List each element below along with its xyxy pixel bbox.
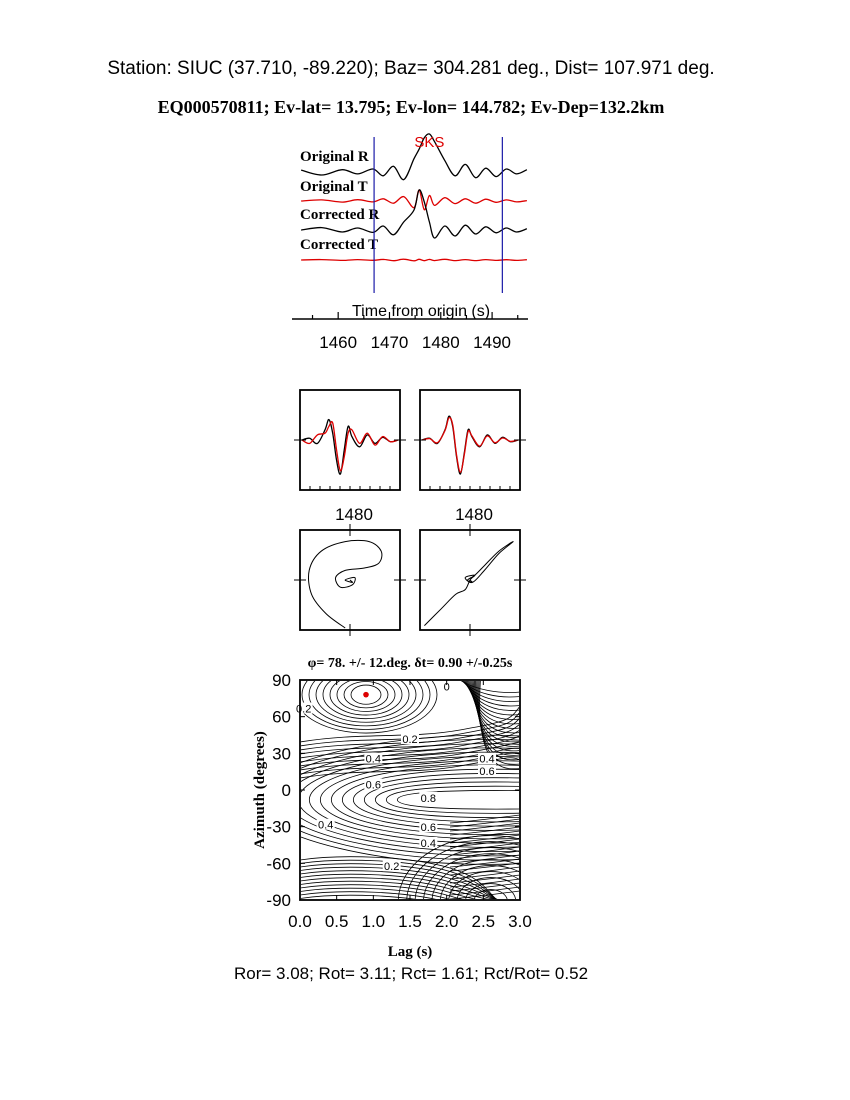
- time-tick-label: 1480: [421, 333, 460, 352]
- contour-lines: [254, 656, 583, 910]
- contour-label: 0.6: [365, 779, 381, 792]
- phase-label: SKS: [414, 134, 445, 151]
- y-tick-label: 30: [272, 744, 291, 764]
- contour-line: [364, 778, 520, 822]
- grid-search-panel: [252, 656, 583, 960]
- contour-label: 0.6: [479, 765, 495, 778]
- x-tick-label: 2.0: [434, 912, 459, 931]
- x-tick-label: 3.0: [508, 912, 532, 931]
- x-tick-label: 2.5: [471, 912, 496, 931]
- contour-label: 0: [443, 681, 450, 694]
- energy-ratio-summary: Ror= 3.08; Rot= 3.11; Rct= 1.61; Rct/Rot= 0.52: [233, 964, 589, 983]
- contour-label: 0.2: [402, 734, 418, 747]
- y-tick-label: -30: [266, 817, 291, 837]
- particle-motion-corrected-panel: [414, 524, 526, 636]
- grid-title: φ= 78. +/- 12.deg. δt= 0.90 +/-0.25s: [307, 656, 513, 671]
- grid-x-label: Lag (s): [387, 944, 433, 960]
- contour-label: 0.2: [384, 861, 400, 874]
- x-tick-label: 1.5: [398, 912, 422, 931]
- contour-label: 0.8: [420, 792, 436, 805]
- y-tick-label: -60: [266, 854, 291, 874]
- contour-label: 0.4: [318, 819, 334, 832]
- grid-y-label: Azimuth (degrees): [252, 731, 268, 849]
- overlay-original-frame: [300, 390, 400, 490]
- overlay-corrected-frame: [420, 390, 520, 490]
- x-tick-label: 0.5: [324, 912, 349, 931]
- trace-label: Corrected T: [300, 237, 379, 253]
- particle-motion-original-panel: [294, 524, 406, 636]
- particle-path: [308, 540, 381, 628]
- event-info: EQ000570811; Ev-lat= 13.795; Ev-lon= 144.782; Ev-Dep=132.2km: [157, 97, 665, 117]
- contour-label: 0.6: [420, 822, 436, 835]
- time-tick-label: 1460: [319, 333, 358, 352]
- contour-line: [450, 823, 520, 831]
- particle-path: [424, 542, 513, 626]
- best-fit-marker: [363, 692, 369, 698]
- overlay-tick-label: 1480: [335, 505, 373, 524]
- x-tick-label: 0.0: [288, 912, 312, 931]
- time-tick-label: 1490: [473, 333, 512, 352]
- station-info: Station: SIUC (37.710, -89.220); Baz= 304.281 deg., Dist= 107.971 deg.: [107, 58, 715, 79]
- overlay-trace: [302, 422, 398, 471]
- x-tick-label: 1.0: [361, 912, 386, 931]
- contour-line: [300, 895, 500, 910]
- x-axis-label: Time from origin (s): [352, 303, 491, 320]
- contour-label: 0.4: [420, 838, 436, 850]
- y-tick-label: 90: [272, 671, 291, 690]
- y-tick-label: 60: [272, 707, 291, 727]
- contour-line: [450, 827, 520, 835]
- overlay-trace: [422, 416, 518, 474]
- contour-line: [397, 790, 520, 809]
- overlay-original-panel: [294, 390, 406, 524]
- overlay-trace: [302, 420, 398, 475]
- contour-label: 0.2: [296, 703, 312, 716]
- contour-line: [450, 831, 520, 839]
- overlay-trace: [422, 418, 518, 473]
- trace-label: Original T: [300, 179, 368, 195]
- overlay-corrected-panel: [414, 390, 526, 524]
- waveform-panel: [292, 134, 528, 352]
- trace-label: Original R: [300, 149, 369, 165]
- trace-3: [301, 259, 527, 261]
- contour-label: 0.4: [479, 753, 495, 766]
- overlay-tick-label: 1480: [455, 505, 493, 524]
- trace-label: Corrected R: [300, 207, 380, 223]
- contour-label: 0.4: [365, 753, 381, 766]
- y-tick-label: 0: [281, 781, 291, 800]
- time-tick-label: 1470: [370, 333, 409, 352]
- y-tick-label: -90: [266, 891, 291, 910]
